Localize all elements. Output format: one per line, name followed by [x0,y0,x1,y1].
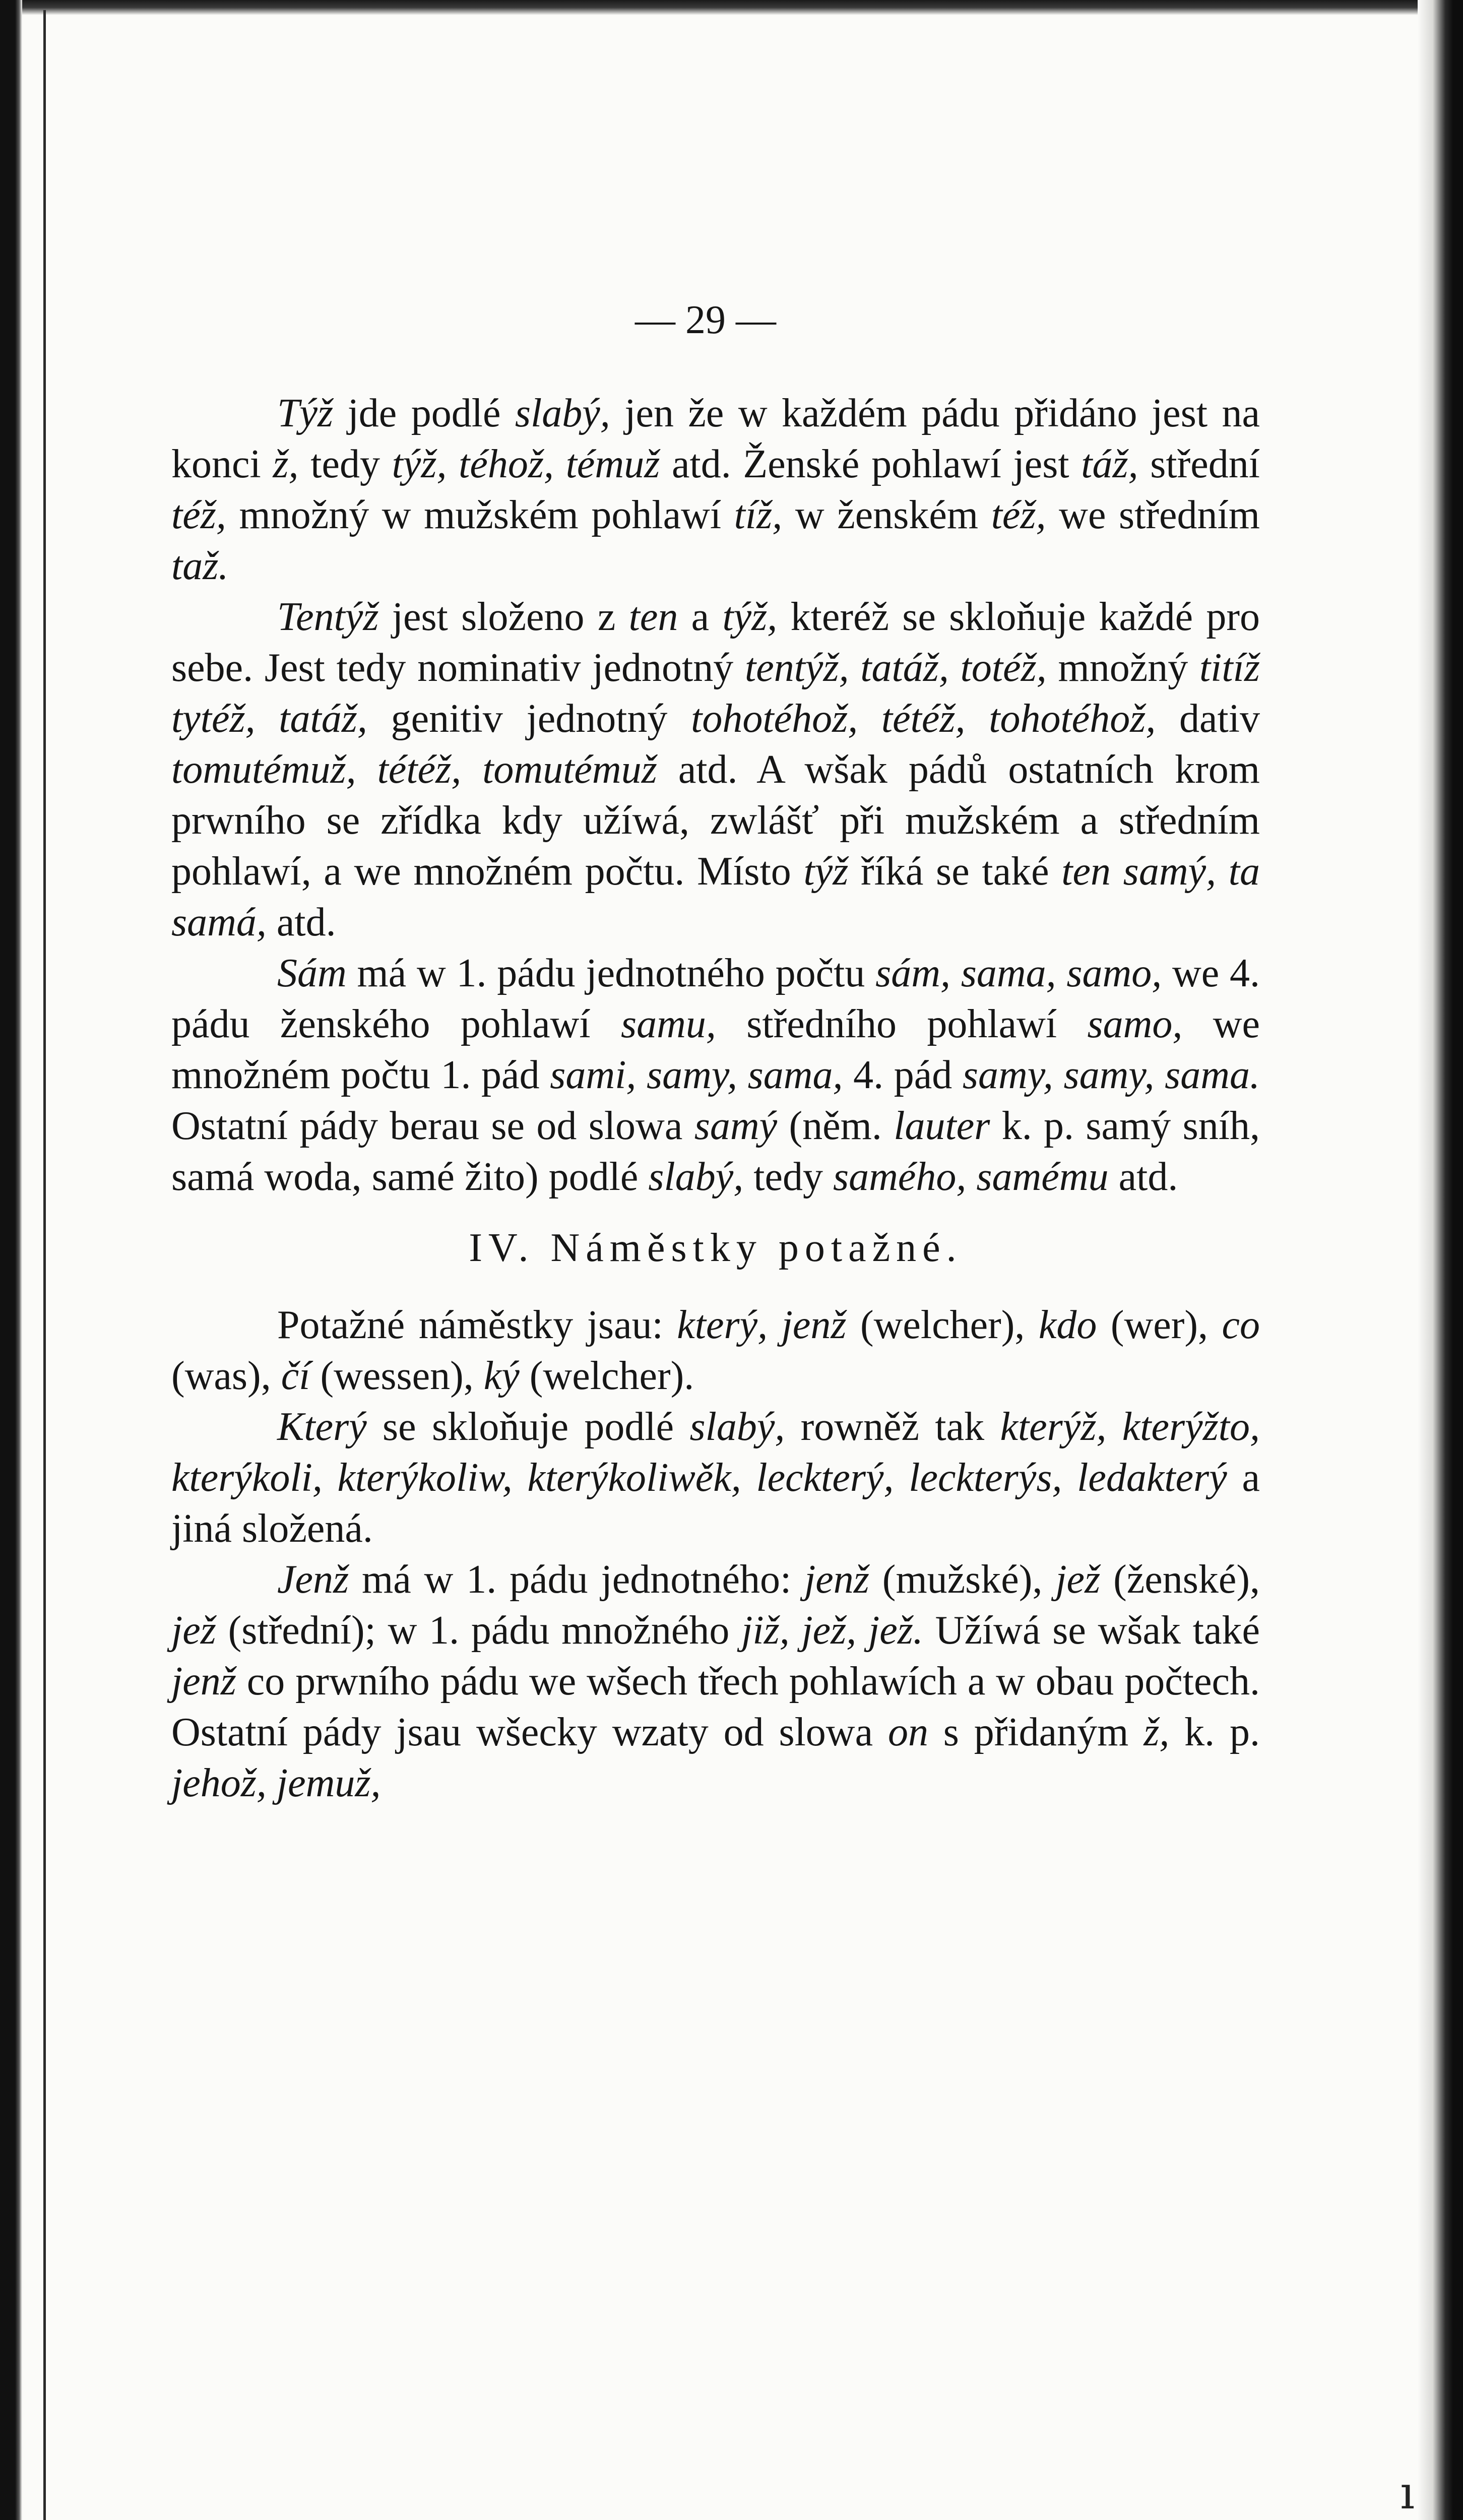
italic-term: kterýž, kterýžto, kterýkoli, kterýkoliw, kterýkoliwěk, leckterý, leckterýs, ledakterý [171,1405,1260,1500]
italic-term: lauter [894,1104,990,1148]
text-run: atd. [266,900,336,944]
italic-term: Který [277,1405,367,1449]
text-run: a [678,595,723,639]
italic-term: též, [991,493,1046,537]
italic-term: on [887,1710,928,1754]
text-run: množný [1046,646,1199,690]
italic-term: jenž [804,1557,869,1602]
text-run: (welcher). [519,1354,694,1398]
text-run: atd. A wšak pádů ostatních krom prwního se zřídka kdy užíwá, zwlášť při mužském a středním pohlawí, a we množném počtu. Místo [171,747,1260,894]
italic-term: Sám [277,951,347,995]
scan-edge-right [1418,0,1463,2520]
scan-edge-left [0,0,22,2520]
text-run: rowněž tak [785,1405,1000,1449]
text-run: we množném počtu 1. pád [171,1002,1260,1097]
text-run: Ostatní pády berau se od slowa [171,1104,694,1148]
italic-term: ten samý, ta samá, [171,849,1260,944]
text-run: tedy [743,1155,833,1199]
text-run: w ženském [782,493,991,537]
text-run: (wessen), [310,1354,484,1398]
italic-term: samu, [620,1002,716,1046]
italic-term: jež [171,1608,216,1653]
italic-term: sám, sama, samo, [875,951,1162,995]
italic-term: Týž [277,391,334,435]
text-run: středního pohlawí [716,1002,1088,1046]
text-run: atd. Ženské pohlawí jest [660,442,1082,486]
italic-term: tomutémuž, tétéž, tomutémuž [171,747,657,792]
italic-term: slabý, [515,391,610,435]
text-run: (was), [171,1354,281,1398]
italic-term: jehož, jemuž, [171,1761,381,1805]
corner-mark: ı [1400,2467,1415,2519]
text-run: dativ [1156,697,1260,741]
italic-term: samo, [1087,1002,1183,1046]
scan-edge-top [0,0,1463,15]
text-run: s přidaným [928,1710,1144,1754]
italic-term: tíž, [734,493,783,537]
italic-term: jež [1055,1557,1101,1602]
text-run: k. p. [1169,1710,1260,1754]
text-run: a jiná složená. [171,1456,1260,1551]
text-run: tedy [298,442,392,486]
text-run: množný w mužském pohlawí [226,493,734,537]
text-run: Užíwá se wšak také [923,1608,1260,1653]
italic-term: též, [171,493,226,537]
italic-term: ž, [273,442,299,486]
paragraph [171,1300,1260,1402]
text-run: (něm. [777,1104,894,1148]
text-run: atd. [1108,1155,1178,1199]
text-run: we 4. pádu ženského pohlawí [171,951,1260,1046]
section-heading [171,1223,1260,1274]
paragraph [171,592,1260,948]
italic-term: týž [803,849,849,894]
text-run: (střední); w 1. pádu množného [216,1608,742,1653]
page-number-header: — 29 — [635,298,776,342]
italic-term: táž, [1081,442,1138,486]
italic-term: samý [694,1104,778,1148]
text-run: we středním [1046,493,1260,537]
italic-term: sami, samy, sama, [550,1053,843,1097]
paragraph [171,1554,1260,1809]
italic-term: týž, [722,595,778,639]
italic-term: Jenž [277,1557,349,1602]
text-run: střední [1138,442,1260,486]
text-run: (wer), [1097,1303,1222,1347]
italic-term: ž, [1143,1710,1170,1754]
paragraph [171,1402,1260,1554]
text-run: (mužské), [869,1557,1056,1602]
text-run: IV. Náměstky potažné. [469,1226,963,1270]
italic-term: ten [628,595,678,639]
italic-term: kdo [1038,1303,1097,1347]
italic-term: jenž [171,1659,236,1704]
italic-term: tohotéhož, tétéž, tohotéhož, [691,697,1156,741]
italic-term: ký [483,1354,520,1398]
italic-term: slabý, [648,1155,744,1199]
italic-term: čí [281,1354,310,1398]
italic-term: týž, téhož, témuž [392,442,660,486]
paragraph [171,388,1260,592]
body-text [171,388,1260,1809]
italic-term: samého, samému [833,1155,1109,1199]
text-run: co prwního pádu we wšech třech pohlawích a w obau počtech. Ostatní pády jsau wšecky wzaty od slowa [171,1659,1260,1754]
binding-line [43,10,46,2520]
italic-term: titíž tytéž, tatáž, [171,646,1260,741]
italic-term: slabý, [689,1405,785,1449]
paragraph [171,948,1260,1203]
text-run: má w 1. pádu jednotného počtu [346,951,876,995]
text-run: 4. pád [843,1053,963,1097]
italic-term: který, jenž [677,1303,847,1347]
text-run: (welcher), [846,1303,1039,1347]
text-run: k. p. samý sníh, samá woda, samé žito) podlé [171,1104,1260,1199]
italic-term: již, jež, jež. [741,1608,923,1653]
text-run: jen že w každém pádu přidáno jest na konci [171,391,1260,486]
italic-term: tentýž, tatáž, totéž, [744,646,1047,690]
italic-term: taž. [171,544,229,588]
text-run: má w 1. pádu jednotného: [349,1557,805,1602]
text-run: kteréž se skloňuje každé pro sebe. Jest tedy nominativ jednotný [171,595,1260,690]
text-run: Potažné náměstky jsau: [277,1303,677,1347]
text-run: genitiv jednotný [367,697,691,741]
italic-term: Tentýž [277,595,379,639]
text-run: se skloňuje podlé [366,1405,690,1449]
text-run: říká se také [848,849,1062,894]
text-run: jde podlé [333,391,515,435]
italic-term: co [1222,1303,1260,1347]
text-run: jest složeno z [378,595,629,639]
italic-term: samy, samy, sama. [962,1053,1260,1097]
text-run: (ženské), [1100,1557,1260,1602]
